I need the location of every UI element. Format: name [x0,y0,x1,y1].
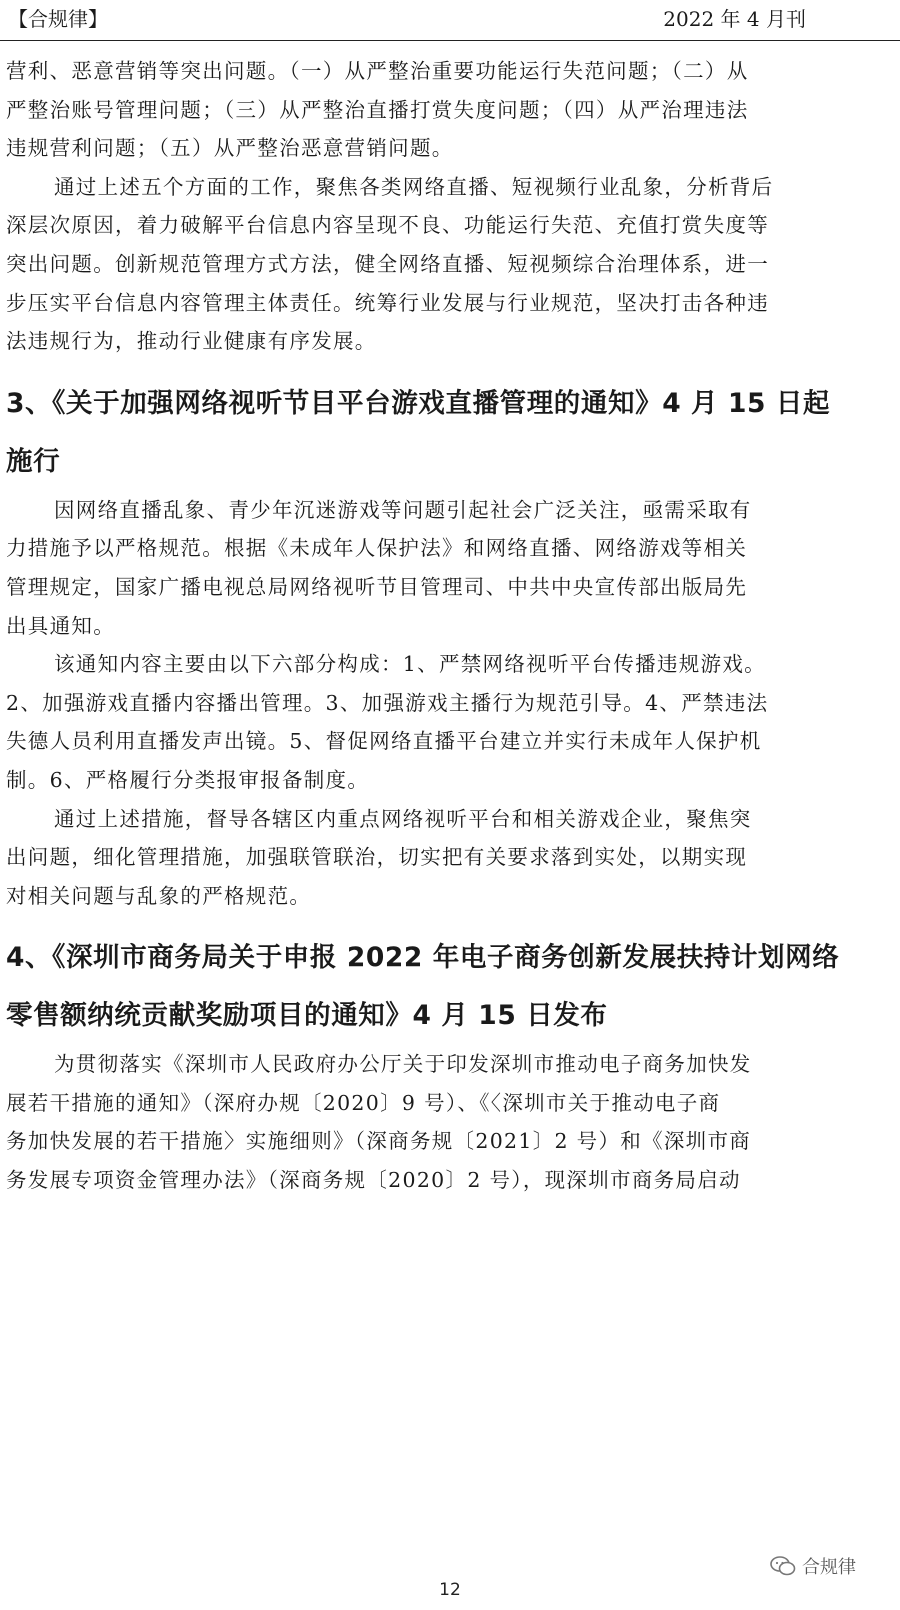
issue-date: 2022 年 4 月刊 [663,7,806,31]
text-line: 通过上述五个方面的工作，聚焦各类网络直播、短视频行业乱象，分析背后 [54,174,774,199]
heading-line: 3、《关于加强网络视听节目平台游戏直播管理的通知》4 月 15 日起 [6,387,831,419]
text-line: 展若干措施的通知》（深府办规〔2020〕9 号）、《〈深圳市关于推动电子商 [6,1090,721,1115]
document-body [6,52,892,1200]
paragraph-six-parts [6,645,892,799]
text-line: 2、加强游戏直播内容播出管理。3、加强游戏主播行为规范引导。4、严禁违法 [6,690,769,715]
text-line: 通过上述措施，督导各辖区内重点网络视听平台和相关游戏企业，聚焦突 [54,806,752,831]
heading-line: 零售额纳统贡献奖励项目的通知》4 月 15 日发布 [6,1000,608,1032]
paragraph-background [6,491,892,645]
text-line: 务加快发展的若干措施〉实施细则》（深商务规〔2021〕2 号）和《深圳市商 [6,1129,752,1154]
text-line: 出问题，细化管理措施，加强联管联治，切实把有关要求落到实处，以期实现 [6,845,748,870]
text-line: 步压实平台信息内容管理主体责任。统筹行业发展与行业规范，坚决打击各种违 [6,290,769,315]
paragraph-implementation [6,1045,892,1199]
publication-name: 【合规律】 [8,7,108,31]
paragraph-measures [6,800,892,916]
wechat-watermark [770,1553,856,1579]
page-header [0,4,900,34]
text-line: 严整治账号管理问题；（三）从严整治直播打赏失度问题；（四）从严治理违法 [6,97,749,122]
text-line: 法违规行为，推动行业健康有序发展。 [6,329,377,354]
wechat-icon [770,1556,796,1576]
paragraph-continuation [6,52,892,168]
watermark-label: 合规律 [802,1557,856,1578]
text-line: 违规营利问题；（五）从严整治恶意营销问题。 [6,136,454,161]
text-line: 管理规定，国家广播电视总局网络视听节目管理司、中共中央宣传部出版局先 [6,574,748,599]
heading-line: 施行 [6,445,61,477]
text-line: 务发展专项资金管理办法》（深商务规〔2020〕2 号），现深圳市商务局启动 [6,1168,741,1193]
heading-line: 4、《深圳市商务局关于申报 2022 年电子商务创新发展扶持计划网络 [6,942,840,974]
text-line: 力措施予以严格规范。根据《未成年人保护法》和网络直播、网络游戏等相关 [6,536,748,561]
header-divider [0,40,900,41]
text-line: 对相关问题与乱象的严格规范。 [6,883,312,908]
text-line: 出具通知。 [6,613,115,638]
section-heading-4 [6,929,892,1045]
page-number: 12 [439,1580,461,1600]
text-line: 因网络直播乱象、青少年沉迷游戏等问题引起社会广泛关注，亟需采取有 [54,497,752,522]
text-line: 该通知内容主要由以下六部分构成：1、严禁网络视听平台传播违规游戏。 [54,652,766,677]
paragraph-summary [6,168,892,361]
text-line: 失德人员利用直播发声出镜。5、督促网络直播平台建立并实行未成年人保护机 [6,729,762,754]
text-line: 为贯彻落实《深圳市人民政府办公厅关于印发深圳市推动电子商务加快发 [54,1052,752,1077]
text-line: 突出问题。创新规范管理方式方法，健全网络直播、短视频综合治理体系，进一 [6,251,769,276]
text-line: 营利、恶意营销等突出问题。（一）从严整治重要功能运行失范问题；（二）从 [6,59,749,83]
text-line: 制。6、严格履行分类报审报备制度。 [6,767,370,792]
section-heading-3 [6,375,892,491]
text-line: 深层次原因，着力破解平台信息内容呈现不良、功能运行失范、充值打赏失度等 [6,213,769,238]
